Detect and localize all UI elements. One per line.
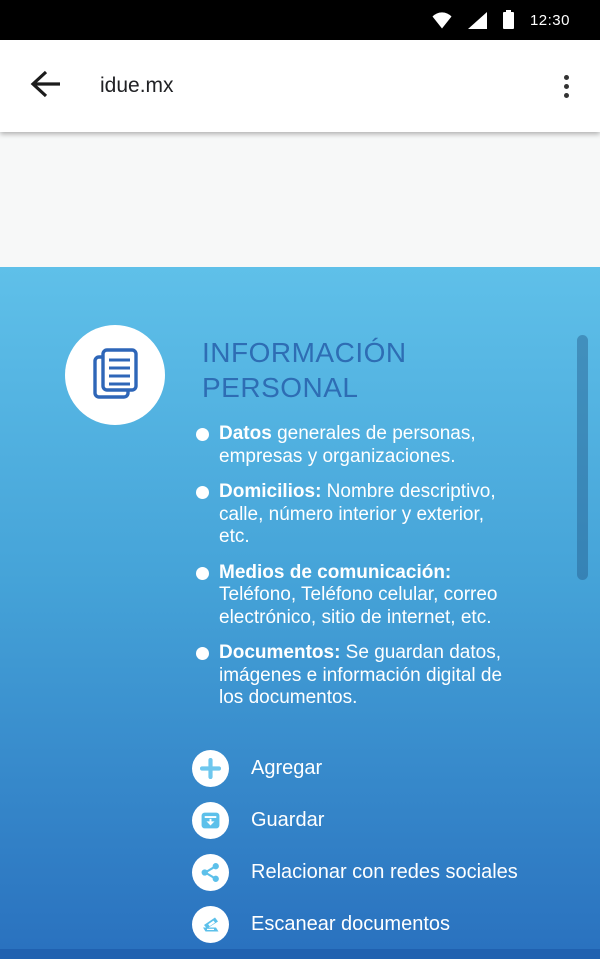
- bullet-item: [196, 562, 516, 630]
- bullet-item: [196, 642, 516, 710]
- action-escanear[interactable]: [192, 906, 518, 943]
- bullet-item: [196, 481, 516, 549]
- plus-icon: [192, 750, 229, 787]
- bullet-text: Documentos: Se guardan datos, imágenes e información digital de los documentos.: [219, 642, 503, 708]
- action-redes-sociales[interactable]: [192, 854, 518, 891]
- bullet-dot-icon: [196, 486, 209, 499]
- back-button[interactable]: [14, 56, 78, 116]
- save-icon: [192, 802, 229, 839]
- feature-circle: [65, 325, 165, 425]
- hero-section: [0, 267, 600, 949]
- action-label: Agregar: [251, 757, 323, 779]
- site-header: [0, 132, 600, 267]
- bullet-text: Datos generales de personas, empresas y organizaciones.: [219, 423, 476, 467]
- scan-icon: [192, 906, 229, 943]
- scrollbar-thumb[interactable]: [577, 335, 588, 580]
- kebab-menu-icon[interactable]: [546, 56, 586, 116]
- section-title-line1: INFORMACIÓN: [202, 337, 407, 368]
- action-agregar[interactable]: [192, 750, 518, 787]
- action-label: Relacionar con redes sociales: [251, 861, 518, 883]
- status-bar: [0, 0, 600, 40]
- action-label: Guardar: [251, 809, 325, 831]
- bullet-item: [196, 423, 516, 468]
- action-guardar[interactable]: [192, 802, 518, 839]
- cell-signal-icon: [468, 12, 487, 29]
- section-title: [202, 335, 407, 405]
- feature-bullet-list: [196, 423, 516, 723]
- documents-icon: [86, 343, 144, 408]
- action-list: [192, 750, 518, 958]
- back-arrow-icon: [29, 69, 63, 104]
- status-clock: 12:30: [529, 11, 570, 29]
- bullet-dot-icon: [196, 647, 209, 660]
- bullet-text: Medios de comunicación: Teléfono, Teléfono celular, correo electrónico, sitio de internet, etc.: [219, 561, 498, 628]
- bullet-dot-icon: [196, 567, 209, 580]
- browser-toolbar: [0, 40, 600, 132]
- battery-icon: [503, 12, 514, 29]
- url-field[interactable]: idue.mx: [100, 74, 174, 97]
- bullet-text: Domicilios: Nombre descriptivo, calle, número interior y exterior, etc.: [219, 481, 496, 547]
- bullet-dot-icon: [196, 428, 209, 441]
- section-title-line2: PERSONAL: [202, 372, 359, 403]
- action-label: Escanear documentos: [251, 913, 451, 935]
- footer-strip: [0, 949, 600, 959]
- share-icon: [192, 854, 229, 891]
- wifi-icon: [432, 12, 452, 29]
